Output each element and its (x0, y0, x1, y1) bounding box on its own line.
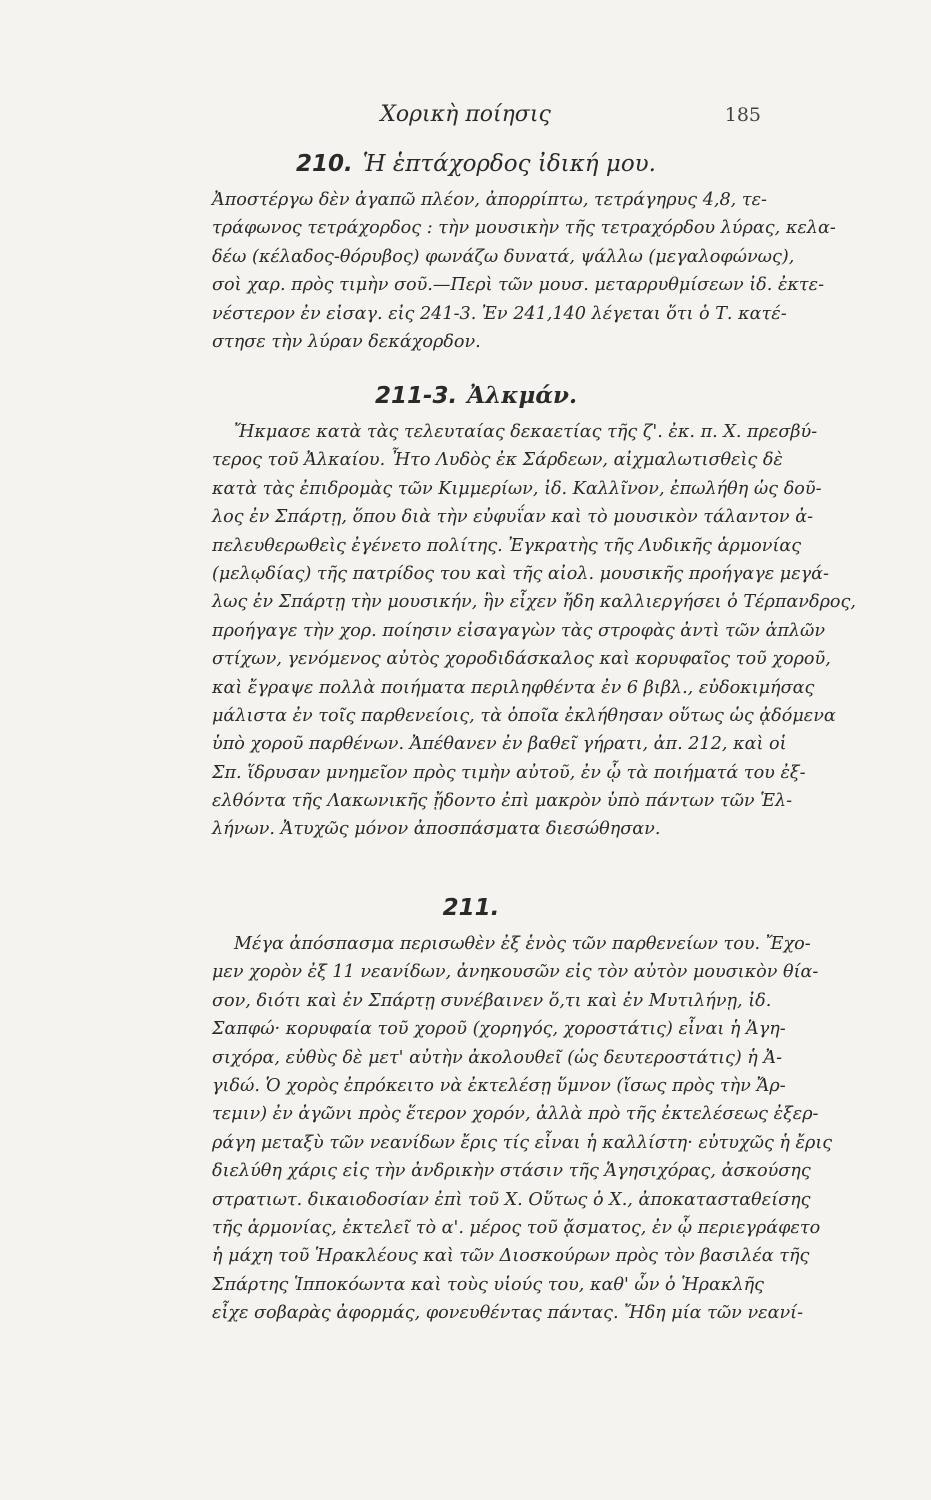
text-line: λήνων. Ἀτυχῶς μόνον ἀποσπάσματα διεσώθησαν. (212, 819, 661, 840)
text-line: λος ἐν Σπάρτῃ, ὅπου διὰ τὴν εὐφυΐαν καὶ τὸ μουσικὸν τάλαντον ἀ- (212, 507, 814, 528)
section-211 (212, 886, 833, 1327)
text-line: στησε τὴν λύραν δεκάχορδον. (212, 331, 481, 352)
text-line: Σπ. ἵδρυσαν μνημεῖον πρὸς τιμὴν αὐτοῦ, ἐν ᾧ τὰ ποιήματά του ἐξ- (212, 762, 806, 783)
text-line: Μέγα ἀπόσπασμα περισωθὲν ἐξ ἑνὸς τῶν παρθενείων του. Ἔχο- (234, 934, 811, 954)
section-number: 211. (442, 895, 500, 921)
text-line: κατὰ τὰς ἐπιδρομὰς τῶν Κιμμερίων, ἰδ. Καλλῖνον, ἐπωλήθη ὡς δοῦ- (212, 478, 822, 499)
text-line: προήγαγε τὴν χορ. ποίησιν εἰσαγαγὼν τὰς στροφὰς ἀντὶ τῶν ἁπλῶν (212, 620, 826, 641)
text-line: ὑπὸ χοροῦ παρθένων. Ἀπέθανεν ἐν βαθεῖ γήρατι, ἀπ. 212, καὶ οἱ (212, 734, 787, 755)
text-line: Ἤκμασε κατὰ τὰς τελευταίας δεκαετίας τῆς ζ'. ἐκ. π. Χ. πρεσβύ- (234, 422, 818, 442)
text-line: τεμιν) ἐν ἀγῶνι πρὸς ἕτερον χορόν, ἀλλὰ πρὸ τῆς ἐκτελέσεως ἐξερ- (212, 1104, 819, 1125)
section-title: Ἡ ἑπτάχορδος ἰδική μου. (362, 151, 656, 177)
text-line: δέω (κέλαδος-θόρυβος) φωνάζω δυνατά, ψάλλω (μεγαλοφώνως), (212, 246, 795, 267)
text-line: μεν χορὸν ἐξ 11 νεανίδων, ἀνηκουσῶν εἰς τὸν αὐτὸν μουσικὸν θία- (212, 962, 819, 983)
section-number: 210. (296, 151, 353, 177)
text-line: νέστερον ἐν εἰσαγ. εἰς 241-3. Ἐν 241,140 λέγεται ὅτι ὁ Τ. κατέ- (212, 303, 787, 324)
text-line: διελύθη χάρις εἰς τὴν ἀνδρικὴν στάσιν τῆς Ἁγησιχόρας, ἀσκούσης (212, 1161, 811, 1182)
text-line: εἶχε σοβαρὰς ἀφορμάς, φονευθέντας πάντας. Ἤδη μία τῶν νεανί- (212, 1303, 804, 1324)
text-line: σιχόρα, εὐθὺς δὲ μετ' αὐτὴν ἀκολουθεῖ (ὡς δευτεροστάτις) ἡ Ἀ- (212, 1047, 783, 1068)
text-line: πελευθερωθεὶς ἐγένετο πολίτης. Ἐγκρατὴς τῆς Λυδικῆς ἁρμονίας (212, 535, 802, 556)
text-line: τερος τοῦ Ἀλκαίου. Ἦτο Λυδὸς ἐκ Σάρδεων, αἰχμαλωτισθεὶς δὲ (212, 450, 783, 471)
section-210 (212, 142, 836, 356)
text-line: (μελῳδίας) τῆς πατρίδος του καὶ τῆς αἰολ. μουσικῆς προήγαγε μεγά- (212, 563, 829, 584)
text-line: καὶ ἔγραψε πολλὰ ποιήματα περιληφθέντα ἐν 6 βιβλ., εὐδοκιμήσας (212, 677, 815, 698)
paragraph (212, 418, 856, 844)
text-line: Σπάρτης Ἱπποκόωντα καὶ τοὺς υἱούς του, καθ' ὧν ὁ Ἡρακλῆς (212, 1274, 764, 1295)
section-211-3 (212, 374, 856, 844)
page-number: 185 (724, 104, 761, 126)
section-heading (212, 142, 740, 186)
text-line: γιδώ. Ὁ χορὸς ἐπρόκειτο νὰ ἐκτελέσῃ ὕμνον (ἴσως πρὸς τὴν Ἄρ- (212, 1075, 786, 1096)
paragraph (212, 186, 836, 356)
running-title: Χορικὴ ποίησις (380, 102, 551, 127)
text-line: σον, διότι καὶ ἐν Σπάρτῃ συνέβαινεν ὅ,τι καὶ ἐν Μυτιλήνῃ, ἰδ. (212, 990, 772, 1011)
section-title: Ἀλκμάν. (467, 382, 577, 409)
text-line: στίχων, γενόμενος αὐτὸς χοροδιδάσκαλος καὶ κορυφαῖος τοῦ χοροῦ, (212, 649, 831, 670)
paragraph (212, 930, 833, 1327)
section-number: 211-3. (374, 383, 458, 409)
text-line: στρατιωτ. δικαιοδοσίαν ἐπὶ τοῦ Χ. Οὕτως ὁ Χ., ἀποκατασταθείσης (212, 1189, 811, 1210)
section-heading (212, 374, 740, 418)
text-line: ἡ μάχη τοῦ Ἡρακλέους καὶ τῶν Διοσκούρων πρὸς τὸν βασιλέα τῆς (212, 1246, 810, 1267)
text-line: τῆς ἁρμονίας, ἐκτελεῖ τὸ α'. μέρος τοῦ ᾄσματος, ἐν ᾧ περιεγράφετο (212, 1217, 821, 1238)
text-line: τράφωνος τετράχορδος : τὴν μουσικὴν τῆς τετραχόρδου λύρας, κελα- (212, 218, 836, 239)
section-heading (212, 886, 740, 930)
text-line: ελθόντα τῆς Λακωνικῆς ᾔδοντο ἐπὶ μακρὸν ὑπὸ πάντων τῶν Ἑλ- (212, 791, 793, 812)
text-line: Ἀποστέργω δὲν ἀγαπῶ πλέον, ἀπορρίπτω, τετράγηρυς 4,8, τε- (212, 190, 767, 210)
text-line: σοὶ χαρ. πρὸς τιμὴν σοῦ.—Περὶ τῶν μουσ. μεταρρυθμίσεων ἰδ. ἐκτε- (212, 275, 825, 296)
text-line: ράγη μεταξὺ τῶν νεανίδων ἔρις τίς εἶναι ἡ καλλίστη· εὐτυχῶς ἡ ἔρις (212, 1132, 833, 1153)
text-line: λως ἐν Σπάρτῃ τὴν μουσικήν, ἣν εἶχεν ἤδη καλλιεργήσει ὁ Τέρπανδρος, (212, 592, 856, 613)
text-line: Σαπφώ· κορυφαία τοῦ χοροῦ (χορηγός, χοροστάτις) εἶναι ἡ Ἁγη- (212, 1019, 786, 1040)
text-line: μάλιστα ἐν τοῖς παρθενείοις, τὰ ὁποῖα ἐκλήθησαν οὕτως ὡς ᾀδόμενα (212, 705, 836, 726)
running-head (0, 96, 931, 136)
